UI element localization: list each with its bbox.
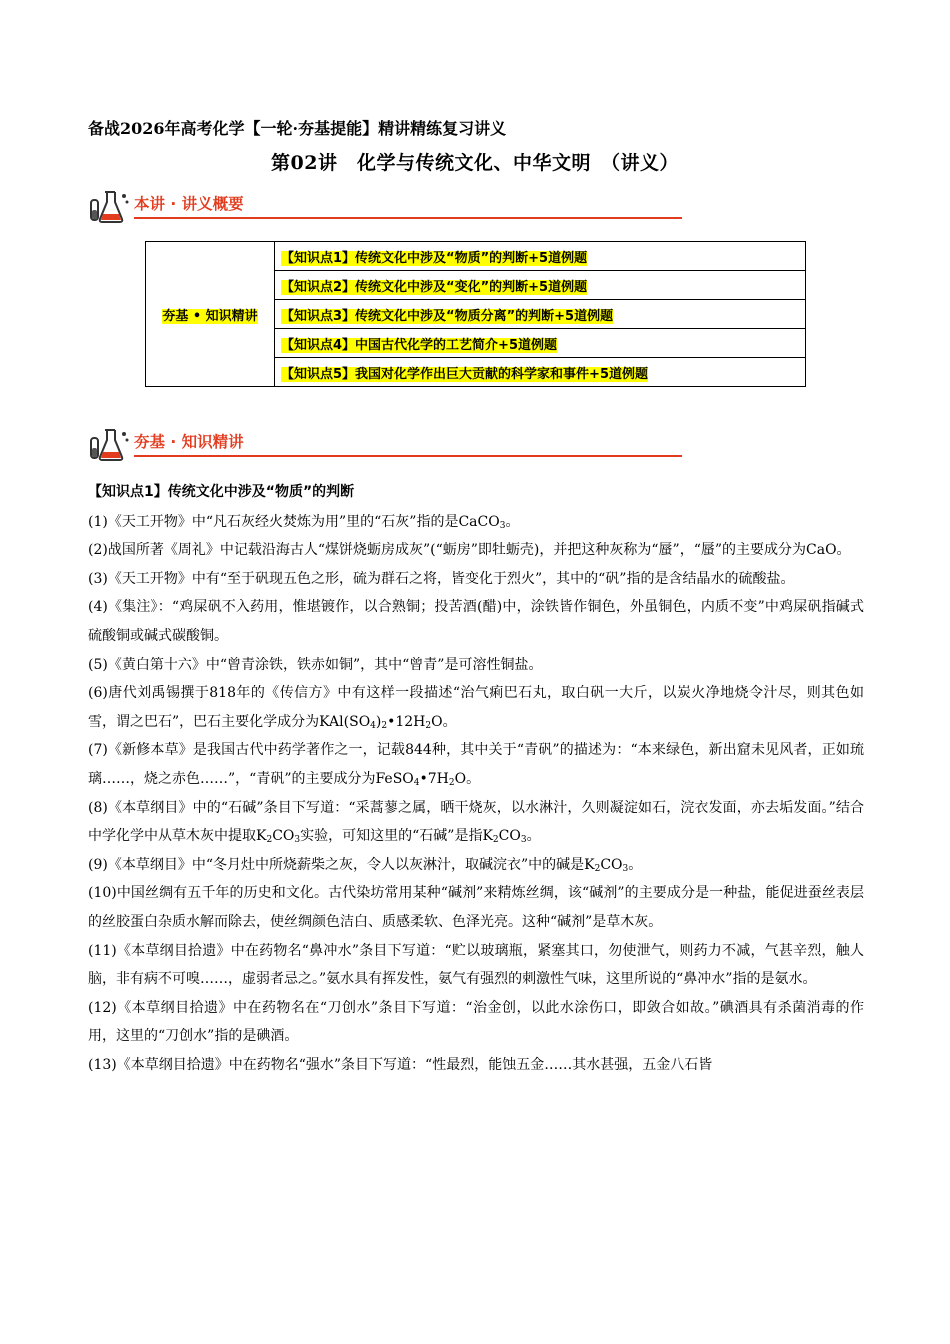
paragraph-10: (10)中国丝绸有五千年的历史和文化。古代染坊常用某种“碱剂”来精炼丝绸，该“碱剂”的主要成分是一种盐，能促进蚕丝表层的丝胶蛋白杂质水解而除去，使丝绸颜色洁白、质感柔软、色泽光亮。这种“碱剂”是草木灰。	[88, 885, 864, 930]
kp1-heading: 【知识点1】传统文化中涉及“物质”的判断	[88, 484, 355, 500]
overview-table	[145, 241, 806, 387]
series-title: 备战2026年高考化学【一轮·夯基提能】精讲精练复习讲义	[88, 119, 507, 138]
overview-left-label: 夯基 • 知识精讲	[146, 242, 275, 387]
paragraph-5: (5)《黄白第十六》中“曾青涂铁，铁赤如铜”，其中“曾青”是可溶性铜盐。	[88, 656, 543, 673]
overview-section-header	[88, 188, 688, 224]
paragraph-11: (11)《本草纲目拾遗》中在药物名“鼻冲水”条目下写道：“贮以玻璃瓶，紧塞其口，勿使泄气，则药力不减，气甚辛烈，触人脑，非有病不可嗅……，虚弱者忌之。”氨水具有挥发性，氨气有强烈的刺激性气味，这里所说的“鼻冲水”指的是氨水。	[88, 942, 864, 988]
overview-item: 【知识点3】传统文化中涉及“物质分离”的判断+5道例题	[275, 300, 806, 329]
flask-icon	[88, 188, 132, 224]
section-divider	[134, 455, 682, 457]
knowledge-section-title: 夯基 · 知识精讲	[134, 433, 244, 451]
overview-section-title: 本讲 · 讲义概要	[134, 195, 244, 213]
section-divider	[134, 217, 682, 219]
flask-icon	[88, 426, 132, 462]
paragraph-7: (7)《新修本草》是我国古代中药学著作之一，记载844种，其中关于“青矾”的描述为：“本来绿色，新出窟未见风者，正如琉璃……，烧之赤色……”，“青矾”的主要成分为$FeSO_4•7H_2O$。	[88, 742, 864, 788]
overview-item: 【知识点4】中国古代化学的工艺简介+5道例题	[275, 329, 806, 358]
paragraph-12: (12)《本草纲目拾遗》中在药物名在“刀创水”条目下写道：“治金创，以此水涂伤口，即敛合如故。”碘酒具有杀菌消毒的作用，这里的“刀创水”指的是碘酒。	[88, 999, 864, 1045]
lecture-title: 第02讲 化学与传统文化、中华文明 （讲义）	[271, 152, 679, 174]
paragraph-2: (2)战国所著《周礼》中记载沿海古人“煤饼烧蛎房成灰”(“蛎房”即牡蛎壳)，并把这种灰称为“蜃”，“蜃”的主要成分为CaO。	[88, 542, 851, 559]
paragraph-3: (3)《天工开物》中有“至于矾现五色之形，硫为群石之将，皆变化于烈火”，其中的“矾”指的是含结晶水的硫酸盐。	[88, 570, 795, 587]
paragraph-1: (1)《天工开物》中“凡石灰经火焚炼为用”里的“石灰”指的是CaCO$_3$。	[88, 513, 520, 531]
overview-item: 【知识点5】我国对化学作出巨大贡献的科学家和事件+5道例题	[275, 358, 806, 387]
overview-item: 【知识点2】传统文化中涉及“变化”的判断+5道例题	[275, 271, 806, 300]
knowledge-content	[88, 478, 864, 1079]
paragraph-13: (13)《本草纲目拾遗》中在药物名“强水”条目下写道：“性最烈，能蚀五金……其水甚强，五金八石皆	[88, 1056, 713, 1073]
paragraph-9: (9)《本草纲目》中“冬月灶中所烧薪柴之灰，令人以灰淋汁，取碱浣衣”中的碱是$K_2CO_3$。	[88, 856, 643, 874]
paragraph-4: (4)《集注》：“鸡屎矾不入药用，惟堪镀作，以合熟铜；投苦酒(醋)中，涂铁皆作铜色，外虽铜色，内质不变”中鸡屎矾指碱式硫酸铜或碱式碳酸铜。	[88, 599, 864, 644]
knowledge-section-header	[88, 426, 688, 462]
overview-item: 【知识点1】传统文化中涉及“物质”的判断+5道例题	[275, 242, 806, 271]
paragraph-8: (8)《本草纲目》中的“石碱”条目下写道：“采蒿蓼之属，晒干烧灰，以水淋汁，久则凝淀如石，浣衣发面，亦去垢发面。”结合中学化学中从草木灰中提取$K_2CO_3$实验，可知这里的“石碱”是指$K_2CO_3$。	[88, 799, 864, 846]
paragraph-6: (6)唐代刘禹锡撰于818年的《传信方》中有这样一段描述“治气痢巴石丸，取白矾一大斤，以炭火净地烧令汁尽，则其色如雪，谓之巴石”，巴石主要化学成分为$KAl(SO_4)_2•12H_2O$。	[88, 685, 864, 731]
